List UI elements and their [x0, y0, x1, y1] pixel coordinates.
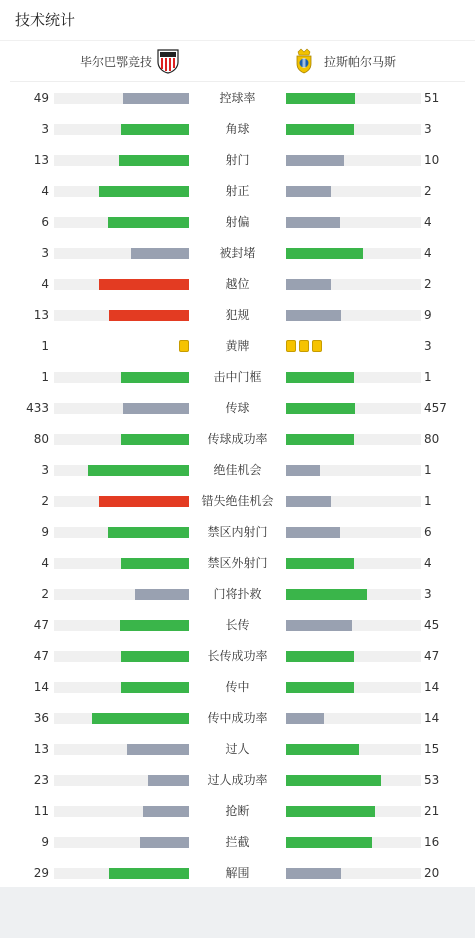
- away-stat-bar-track: [286, 93, 421, 104]
- home-stat-bar: [99, 186, 189, 197]
- yellow-card-icon: [179, 340, 189, 352]
- home-stat-value: 9: [41, 835, 49, 849]
- away-stat-bar: [286, 124, 354, 135]
- stat-label: 禁区内射门: [207, 525, 268, 539]
- home-stat-bar: [121, 434, 189, 445]
- stat-row: [0, 858, 475, 889]
- away-stat-bar-track: [286, 837, 421, 848]
- away-stat-value: 10: [424, 153, 440, 167]
- home-stat-bar: [108, 217, 189, 228]
- yellow-card-icon: [312, 340, 322, 352]
- away-stat-value: 3: [424, 587, 432, 601]
- stat-row: [0, 827, 475, 858]
- home-team-crest-icon: [156, 48, 180, 74]
- home-stat-bar: [120, 620, 189, 631]
- home-stat-bar-track: [54, 434, 189, 445]
- stat-label: 传中成功率: [207, 711, 268, 725]
- home-stat-value: 4: [41, 184, 49, 198]
- home-stat-bar: [92, 713, 189, 724]
- home-stat-bar-track: [54, 279, 189, 290]
- away-stat-value: 3: [424, 339, 432, 353]
- home-stat-bar-track: [54, 124, 189, 135]
- away-stat-bar: [286, 93, 355, 104]
- stat-label: 抢断: [225, 804, 250, 818]
- home-stat-bar: [121, 124, 189, 135]
- home-stat-bar-track: [54, 868, 189, 879]
- stat-row: [0, 734, 475, 765]
- page-title: 技术统计: [0, 0, 475, 41]
- stat-row: [0, 486, 475, 517]
- away-stat-value: 21: [424, 804, 440, 818]
- stat-row: [0, 517, 475, 548]
- away-stat-bar-track: [286, 806, 421, 817]
- home-stat-bar: [121, 651, 189, 662]
- away-stat-bar-track: [286, 496, 421, 507]
- stat-row: [0, 703, 475, 734]
- yellow-card-icon: [286, 340, 296, 352]
- away-team-name: 拉斯帕尔马斯: [324, 54, 397, 69]
- stat-row: [0, 393, 475, 424]
- away-stat-value: 20: [424, 866, 440, 880]
- stat-row: [0, 424, 475, 455]
- home-stat-bar: [143, 806, 189, 817]
- stat-row: [0, 765, 475, 796]
- home-stat-bar-track: [54, 806, 189, 817]
- away-stat-bar: [286, 155, 344, 166]
- stat-label: 解围: [225, 866, 250, 880]
- away-stat-value: 47: [424, 649, 440, 663]
- home-stat-value: 2: [41, 587, 49, 601]
- home-stat-bar-track: [54, 651, 189, 662]
- stat-label: 击中门框: [213, 370, 262, 384]
- stat-label: 犯规: [225, 308, 250, 322]
- stat-label: 传球: [225, 401, 250, 415]
- away-stat-value: 2: [424, 184, 432, 198]
- home-stat-value: 13: [33, 153, 49, 167]
- away-stat-bar-track: [286, 868, 421, 879]
- home-stat-bar-track: [54, 186, 189, 197]
- away-stat-bar: [286, 217, 340, 228]
- home-stat-value: 4: [41, 556, 49, 570]
- away-stat-bar-track: [286, 372, 421, 383]
- home-stat-bar: [121, 682, 189, 693]
- home-stat-value: 1: [41, 370, 49, 384]
- away-stat-bar: [286, 682, 354, 693]
- home-stat-bar-track: [54, 496, 189, 507]
- away-stat-bar-track: [286, 248, 421, 259]
- stats-list: [0, 83, 475, 889]
- home-stat-value: 9: [41, 525, 49, 539]
- home-stat-value: 3: [41, 122, 49, 136]
- home-stat-bar-track: [54, 465, 189, 476]
- away-stat-bar: [286, 310, 341, 321]
- home-stat-bar: [121, 558, 189, 569]
- home-stat-value: 23: [33, 773, 49, 787]
- home-stat-value: 2: [41, 494, 49, 508]
- stat-label: 控球率: [219, 91, 256, 105]
- away-team[interactable]: [292, 41, 396, 81]
- home-team[interactable]: [80, 41, 180, 81]
- away-stat-value: 51: [424, 91, 440, 105]
- away-stat-bar: [286, 465, 320, 476]
- away-stat-value: 4: [424, 215, 432, 229]
- home-stat-value: 47: [33, 618, 49, 632]
- stat-row: [0, 176, 475, 207]
- stat-row: [0, 83, 475, 114]
- away-stat-value: 4: [424, 246, 432, 260]
- home-stat-bar-track: [54, 310, 189, 321]
- stat-label: 禁区外射门: [207, 556, 268, 570]
- stat-label: 绝佳机会: [213, 463, 262, 477]
- away-stat-value: 1: [424, 463, 432, 477]
- away-stat-bar-track: [286, 620, 421, 631]
- away-stat-bar: [286, 496, 331, 507]
- stat-row: [0, 672, 475, 703]
- stat-label: 过人: [225, 742, 250, 756]
- away-stat-value: 3: [424, 122, 432, 136]
- home-stat-value: 4: [41, 277, 49, 291]
- stat-label: 过人成功率: [207, 773, 268, 787]
- away-stat-bar-track: [286, 155, 421, 166]
- stat-row: [0, 579, 475, 610]
- stat-row: [0, 269, 475, 300]
- home-stat-value: 49: [33, 91, 49, 105]
- home-stat-value: 80: [33, 432, 49, 446]
- home-yellow-cards: [179, 340, 189, 353]
- home-stat-bar: [99, 279, 189, 290]
- away-stat-value: 4: [424, 556, 432, 570]
- away-stat-value: 2: [424, 277, 432, 291]
- away-stat-bar-track: [286, 527, 421, 538]
- away-stat-bar-track: [286, 465, 421, 476]
- stat-row: [0, 145, 475, 176]
- away-stat-bar: [286, 837, 372, 848]
- home-team-name: 毕尔巴鄂竞技: [79, 54, 152, 69]
- stat-row: [0, 238, 475, 269]
- away-stat-bar-track: [286, 186, 421, 197]
- away-stat-bar-track: [286, 744, 421, 755]
- home-stat-bar: [148, 775, 189, 786]
- home-stat-bar-track: [54, 248, 189, 259]
- away-stat-bar: [286, 558, 354, 569]
- home-stat-bar: [135, 589, 189, 600]
- away-stat-bar: [286, 868, 341, 879]
- away-stat-bar: [286, 806, 375, 817]
- home-stat-bar: [88, 465, 189, 476]
- home-stat-bar-track: [54, 217, 189, 228]
- stat-row: [0, 548, 475, 579]
- stat-row: [0, 207, 475, 238]
- stat-row: [0, 114, 475, 145]
- away-stat-bar-track: [286, 558, 421, 569]
- stat-row: [0, 331, 475, 362]
- away-stat-value: 6: [424, 525, 432, 539]
- stat-label: 拦截: [225, 835, 250, 849]
- away-stat-value: 16: [424, 835, 440, 849]
- away-stat-bar: [286, 403, 355, 414]
- home-stat-bar-track: [54, 527, 189, 538]
- home-stat-bar: [99, 496, 189, 507]
- away-stat-bar-track: [286, 124, 421, 135]
- home-stat-bar-track: [54, 558, 189, 569]
- home-stat-bar: [127, 744, 189, 755]
- home-stat-value: 3: [41, 246, 49, 260]
- away-stat-bar-track: [286, 310, 421, 321]
- away-stat-bar: [286, 620, 352, 631]
- home-stat-value: 47: [33, 649, 49, 663]
- away-stat-bar-track: [286, 434, 421, 445]
- home-stat-bar: [140, 837, 189, 848]
- away-stat-value: 80: [424, 432, 440, 446]
- stat-label: 被封堵: [219, 246, 256, 260]
- away-stat-bar-track: [286, 589, 421, 600]
- away-stat-value: 1: [424, 370, 432, 384]
- home-stat-bar: [109, 868, 189, 879]
- stat-label: 射正: [225, 184, 250, 198]
- home-stat-bar-track: [54, 589, 189, 600]
- yellow-card-icon: [299, 340, 309, 352]
- home-stat-bar-track: [54, 744, 189, 755]
- home-stat-value: 3: [41, 463, 49, 477]
- home-stat-bar-track: [54, 372, 189, 383]
- home-stat-value: 6: [41, 215, 49, 229]
- away-stat-bar: [286, 248, 363, 259]
- stat-row: [0, 300, 475, 331]
- away-stat-value: 14: [424, 711, 440, 725]
- home-stat-value: 11: [33, 804, 49, 818]
- home-stat-bar: [131, 248, 189, 259]
- stat-label: 长传成功率: [207, 649, 268, 663]
- away-stat-bar: [286, 775, 381, 786]
- home-stat-bar-track: [54, 837, 189, 848]
- stat-label: 黄牌: [225, 339, 250, 353]
- home-stat-value: 14: [33, 680, 49, 694]
- home-stat-value: 1: [41, 339, 49, 353]
- away-stat-value: 14: [424, 680, 440, 694]
- home-stat-bar-track: [54, 403, 189, 414]
- home-stat-bar-track: [54, 713, 189, 724]
- stat-label: 错失绝佳机会: [201, 494, 274, 508]
- away-stat-value: 45: [424, 618, 440, 632]
- home-stat-bar: [121, 372, 189, 383]
- home-stat-bar: [123, 93, 189, 104]
- away-stat-bar-track: [286, 403, 421, 414]
- home-stat-bar-track: [54, 93, 189, 104]
- stat-label: 越位: [225, 277, 250, 291]
- away-stat-bar-track: [286, 682, 421, 693]
- home-stat-bar-track: [54, 775, 189, 786]
- stat-row: [0, 796, 475, 827]
- stat-label: 门将扑救: [213, 587, 262, 601]
- home-stat-value: 13: [33, 742, 49, 756]
- home-stat-value: 29: [33, 866, 49, 880]
- stat-row: [0, 362, 475, 393]
- stat-label: 射偏: [225, 215, 250, 229]
- home-stat-bar-track: [54, 155, 189, 166]
- stat-label: 射门: [225, 153, 250, 167]
- stat-label: 角球: [225, 122, 250, 136]
- away-stat-bar-track: [286, 217, 421, 228]
- away-stat-bar: [286, 527, 340, 538]
- away-stat-bar-track: [286, 713, 421, 724]
- home-stat-bar: [119, 155, 189, 166]
- home-stat-bar-track: [54, 682, 189, 693]
- away-stat-bar: [286, 589, 367, 600]
- away-stat-bar: [286, 372, 354, 383]
- home-stat-bar: [108, 527, 189, 538]
- away-stat-bar: [286, 279, 331, 290]
- away-stat-bar: [286, 744, 359, 755]
- home-stat-value: 433: [26, 401, 49, 415]
- stat-row: [0, 610, 475, 641]
- stat-row: [0, 641, 475, 672]
- stat-label: 传球成功率: [207, 432, 268, 446]
- away-stat-value: 15: [424, 742, 440, 756]
- team-header: [10, 41, 465, 82]
- stat-row: [0, 455, 475, 486]
- away-stat-bar: [286, 713, 324, 724]
- away-stat-bar: [286, 651, 354, 662]
- away-stat-bar: [286, 186, 331, 197]
- stat-label: 长传: [225, 618, 250, 632]
- away-team-crest-icon: [292, 48, 316, 74]
- stat-label: 传中: [225, 680, 250, 694]
- home-stat-bar-track: [54, 620, 189, 631]
- home-stat-value: 13: [33, 308, 49, 322]
- away-stat-bar-track: [286, 651, 421, 662]
- away-stat-value: 53: [424, 773, 440, 787]
- away-stat-value: 9: [424, 308, 432, 322]
- away-stat-bar-track: [286, 279, 421, 290]
- away-stat-bar: [286, 434, 354, 445]
- away-stat-bar-track: [286, 775, 421, 786]
- home-stat-bar: [109, 310, 189, 321]
- away-stat-value: 1: [424, 494, 432, 508]
- home-stat-value: 36: [33, 711, 49, 725]
- home-stat-bar: [123, 403, 189, 414]
- away-stat-value: 457: [424, 401, 447, 415]
- away-yellow-cards: [286, 340, 322, 353]
